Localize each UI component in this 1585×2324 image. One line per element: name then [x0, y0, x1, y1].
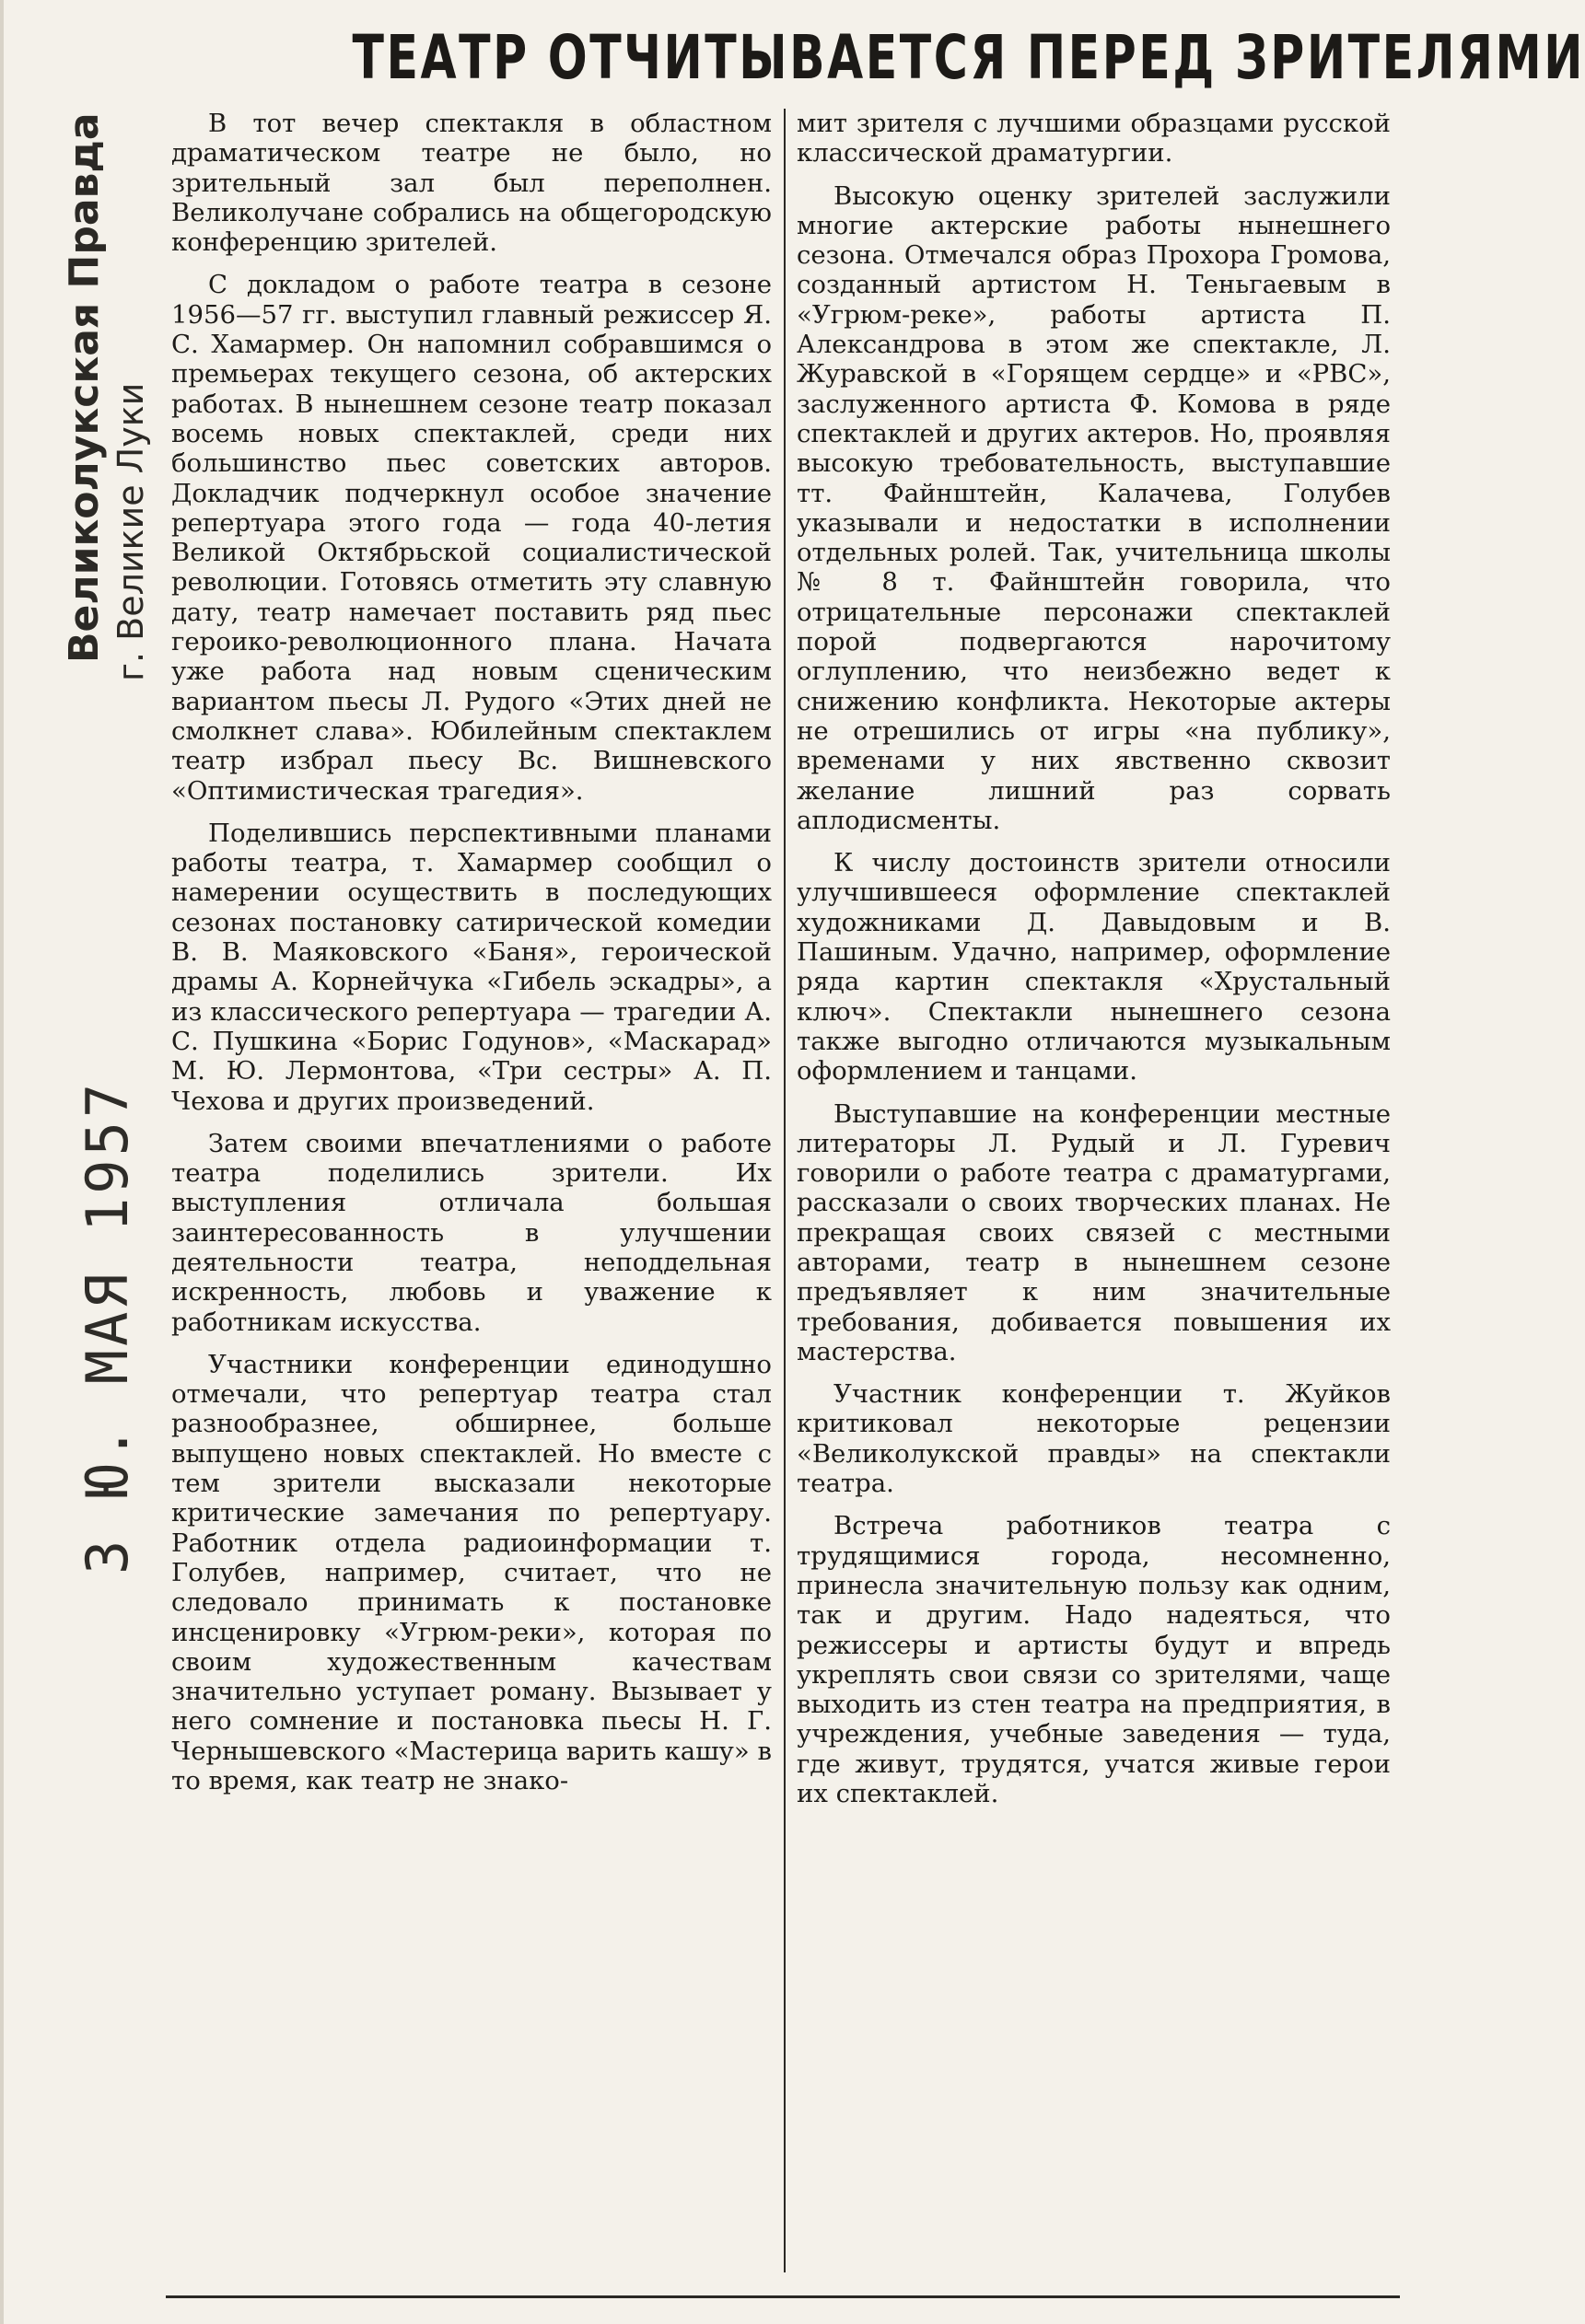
paragraph: Выступавшие на конференции местные литераторы Л. Рудый и Л. Гуревич говорили о работе театра с драматургами, рассказали о своих творческих планах. Не прекращая своих связей с местными авторами, театр в нынешнем сезоне предъявляет к ним значительные требования, добивается повышения их мастерства. — [797, 1098, 1391, 1366]
paragraph: С докладом о работе театра в сезоне 1956—57 гг. выступил главный режиссер Я. С. Хамармер. Он напомнил собравшимся о премьерах текущего сезона, об актерских работах. В нынешнем сезоне театр показал восемь новых спектаклей, среди них большинство пьес советских авторов. Докладчик подчеркнул особое значение репертуара этого года — года 40-летия Великой Октябрьской социалистической революции. Готовясь отметить эту славную дату, театр намечает поставить ряд пьес героико-революционного плана. Начата уже работа над новым сценическим вариантом пьесы Л. Рудого «Этих дней не смолкнет слава». Юбилейным спектаклем театр избрал пьесу Вс. Вишневского «Оптимистическая трагедия». — [171, 270, 772, 806]
paragraph: В тот вечер спектакля в областном драматическом театре не было, но зрительный зал был переполнен. Великолучане собрались на общегородскую конференцию зрителей. — [171, 109, 772, 258]
paragraph: Поделившись перспективными планами работы театра, т. Хамармер сообщил о намерении осуществить в последующих сезонах постановку сатирической комедии В. В. Маяковского «Баня», героической драмы А. Корнейчука «Гибель эскадры», а из классического репертуара — трагедии А. С. Пушкина «Борис Годунов», «Маскарад» М. Ю. Лермонтова, «Три сестры» А. П. Чехова и других произведений. — [171, 818, 772, 1116]
paragraph: Затем своими впечатлениями о работе театра поделились зрители. Их выступления отличала большая заинтересованность в улучшении деятельности театра, неподдельная искренность, любовь и уважение к работникам искусства. — [171, 1128, 772, 1337]
paragraph: Высокую оценку зрителей заслужили многие актерские работы нынешнего сезона. Отмечался образ Прохора Громова, созданный артистом Н. Теньгаевым в «Угрюм-реке», работы артиста П. Александрова в этом же спектакле, Л. Журавской в «Горящем сердце» и «РВС», заслуженного артиста Ф. Комова в ряде спектаклей и других актеров. Но, проявляя высокую требовательность, выступавшие тт. Файнштейн, Калачева, Голубев указывали и недостатки в исполнении отдельных ролей. Так, учительница школы № 8 т. Файнштейн говорила, что отрицательные персонажи спектаклей порой подвергаются нарочитому оглуплению, что неизбежно ведет к снижению конфликта. Некоторые актеры не отрешились от игры «на публику», временами у них явственно сквозит желание лишний раз сорвать аплодисменты. — [797, 180, 1391, 835]
paragraph: Участники конференции единодушно отмечали, что репертуар театра стал разнообразнее, обширнее, больше выпущено новых спектаклей. Но вместе с тем зрители высказали некоторые критические замечания по репертуару. Работник отдела радиоинформации т. Голубев, например, считает, что не следовало принимать к постановке инсценировку «Угрюм-реки», которая по своим художественным качествам значительно уступает роману. Вызывает у него сомнение и постановка пьесы Н. Г. Чернышевского «Мастерица варить кашу» в то время, как театр не знако- — [171, 1349, 772, 1796]
bottom-rule — [166, 2295, 1400, 2298]
stamp-city: г. Великие Луки — [111, 382, 151, 681]
paragraph: Участник конференции т. Жуйков критиковал некоторые рецензии «Великолукской правды» на спектакли театра. — [797, 1379, 1391, 1499]
stamp-newspaper-name: Великолукская Правда — [61, 112, 108, 663]
paragraph-continuation: мит зрителя с лучшими образцами русской классической драматургии. — [797, 109, 1391, 168]
paragraph: К числу достоинств зрители относили улучшившееся оформление спектаклей художниками Д. Давыдовым и В. Пашиным. Удачно, например, оформление ряда картин спектакля «Хрустальный ключ». Спектакли нынешнего сезона также выгодно отличаются музыкальным оформлением и танцами. — [797, 848, 1391, 1086]
column-right — [797, 109, 1391, 1821]
stamp-date: 3 Ю. МАЯ 1957 — [74, 1079, 141, 1575]
column-divider — [784, 109, 786, 2272]
archive-stamp — [55, 112, 157, 1657]
scan-edge — [0, 0, 4, 2324]
archive-stamp-rotated — [55, 112, 157, 1657]
article-headline: ТЕАТР ОТЧИТЫВАЕТСЯ ПЕРЕД ЗРИТЕЛЯМИ — [352, 22, 1585, 93]
paragraph: Встреча работников театра с трудящимися города, несомненно, принесла значительную пользу как одним, так и другим. Надо надеяться, что режиссеры и артисты будут и впредь укреплять свои связи со зрителями, чаще выходить из стен театра на предприятия, в учреждения, учебные заведения — туда, где живут, трудятся, учатся живые герои их спектаклей. — [797, 1511, 1391, 1809]
column-left — [171, 109, 772, 1808]
